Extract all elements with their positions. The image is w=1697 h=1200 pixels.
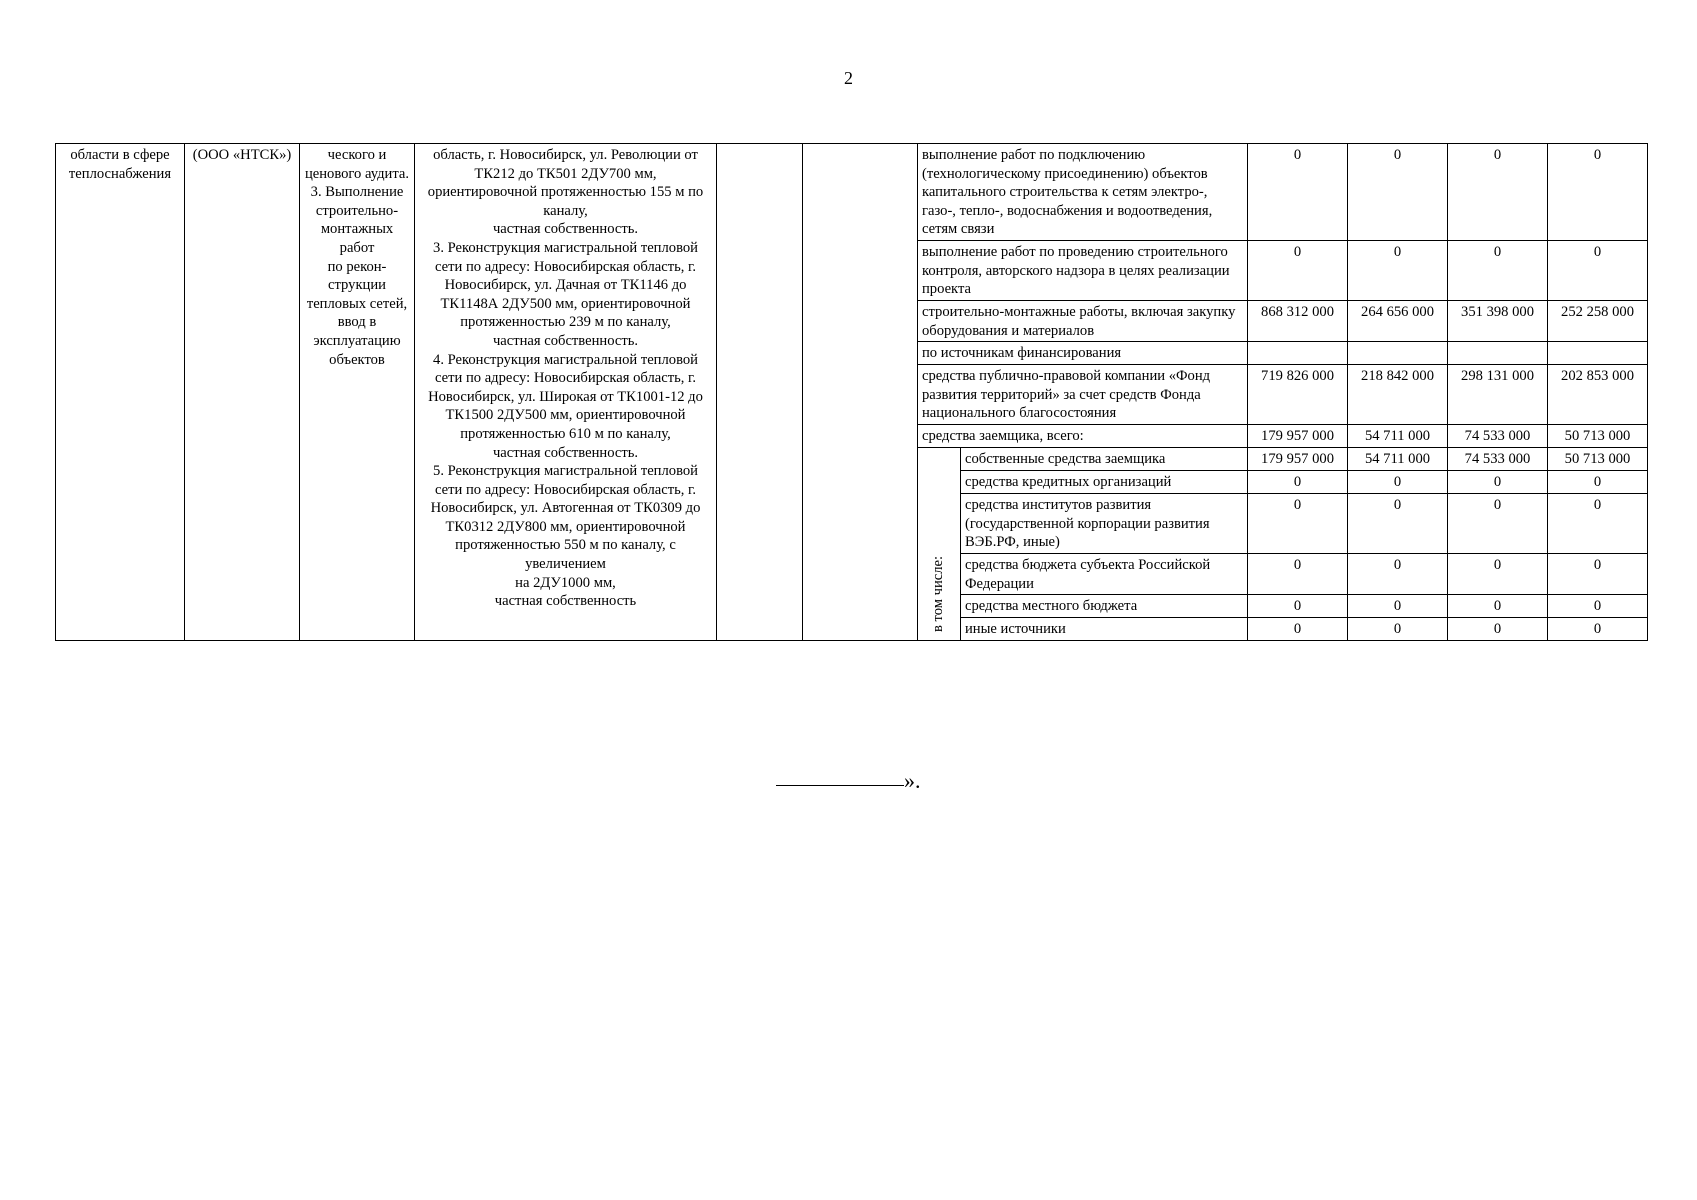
subgroup-label-cell <box>918 448 961 641</box>
value-cell <box>1548 342 1648 365</box>
value-cell: 252 258 000 <box>1548 300 1648 341</box>
value-cell: 0 <box>1448 618 1548 641</box>
value-cell: 0 <box>1248 554 1348 595</box>
cell-objects <box>415 144 717 641</box>
value-cell <box>1248 342 1348 365</box>
financing-table <box>55 143 1648 641</box>
value-cell: 202 853 000 <box>1548 365 1648 425</box>
row-label: средства публично-правовой компании «Фонд развития территорий» за счет средств Фонда национального благосостояния <box>918 365 1248 425</box>
value-cell: 0 <box>1248 494 1348 554</box>
value-cell: 0 <box>1548 618 1648 641</box>
value-cell: 0 <box>1448 554 1548 595</box>
value-cell: 264 656 000 <box>1348 300 1448 341</box>
row-label: выполнение работ по подключению (технологическому присоединению) объектов капитального строительства к сетям электро-, газо-, тепло-, водоснабжения и водоотведения, сетям связи <box>918 144 1248 241</box>
row-label: средства заемщика, всего: <box>918 425 1248 448</box>
value-cell: 218 842 000 <box>1348 365 1448 425</box>
value-cell: 0 <box>1248 595 1348 618</box>
value-cell: 0 <box>1348 240 1448 300</box>
value-cell: 719 826 000 <box>1248 365 1348 425</box>
value-cell: 0 <box>1348 554 1448 595</box>
value-cell: 0 <box>1448 471 1548 494</box>
value-cell: 0 <box>1348 494 1448 554</box>
row-label: выполнение работ по проведению строительного контроля, авторского надзора в целях реализации проекта <box>918 240 1248 300</box>
value-cell: 54 711 000 <box>1348 448 1448 471</box>
value-cell: 298 131 000 <box>1448 365 1548 425</box>
sub-row-label: средства институтов развития (государственной корпорации развития ВЭБ.РФ, иные) <box>961 494 1248 554</box>
value-cell: 0 <box>1448 595 1548 618</box>
cell-empty-2 <box>803 144 918 641</box>
value-cell: 0 <box>1348 471 1448 494</box>
value-cell: 50 713 000 <box>1548 425 1648 448</box>
objects-text: область, г. Новосибирск, ул. Революции от ТК212 до ТК501 2ДУ700 мм, ориентировочной протяженностью 155 м по каналу, частная собственность. 3. Реконструкция магистральной тепловой сети по адресу: Новосибирская область, г. Новосибирск, ул. Дачная от ТК1146 до ТК1148А 2ДУ500 мм, ориентировочной протяженностью 239 м по каналу, частная собственность. 4. Реконструкция магистральной тепловой сети по адресу: Новосибирская область, г. Новосибирск, ул. Широкая от ТК1001-12 до ТК1500 2ДУ500 мм, ориентировочной протяженностью 610 м по каналу, частная собственность. 5. Реконструкция магистральной тепловой сети по адресу: Новосибирская область, г. Новосибирск, ул. Автогенная от ТК0309 до ТК0312 2ДУ800 мм, ориентировочной протяженностью 550 м по каналу, с увеличением на 2ДУ1000 мм, частная собственность <box>427 147 704 610</box>
value-cell: 54 711 000 <box>1348 425 1448 448</box>
value-cell: 0 <box>1248 618 1348 641</box>
cell-organization: (ООО «НТСК») <box>185 144 300 641</box>
value-cell: 179 957 000 <box>1248 425 1348 448</box>
value-cell: 0 <box>1548 494 1648 554</box>
value-cell: 868 312 000 <box>1248 300 1348 341</box>
sub-row-label: средства местного бюджета <box>961 595 1248 618</box>
value-cell: 0 <box>1348 595 1448 618</box>
value-cell: 0 <box>1448 240 1548 300</box>
page-number: 2 <box>844 68 853 88</box>
value-cell: 0 <box>1548 554 1648 595</box>
sub-row-label: собственные средства заемщика <box>961 448 1248 471</box>
value-cell: 50 713 000 <box>1548 448 1648 471</box>
value-cell: 0 <box>1548 595 1648 618</box>
value-cell: 0 <box>1248 240 1348 300</box>
value-cell <box>1348 342 1448 365</box>
value-cell: 0 <box>1248 144 1348 241</box>
value-cell: 179 957 000 <box>1248 448 1348 471</box>
signature-line <box>776 785 904 786</box>
sub-row-label: средства бюджета субъекта Российской Федерации <box>961 554 1248 595</box>
closing-quote: ». <box>904 768 921 793</box>
value-cell: 351 398 000 <box>1448 300 1548 341</box>
value-cell: 0 <box>1548 240 1648 300</box>
row-label: по источникам финансирования <box>918 342 1248 365</box>
value-cell: 0 <box>1448 494 1548 554</box>
value-cell: 0 <box>1548 144 1648 241</box>
value-cell: 74 533 000 <box>1448 425 1548 448</box>
cell-activities <box>300 144 415 641</box>
closing-mark <box>776 768 921 794</box>
sub-row-label: иные источники <box>961 618 1248 641</box>
value-cell: 74 533 000 <box>1448 448 1548 471</box>
value-cell: 0 <box>1448 144 1548 241</box>
table-row <box>56 144 1648 241</box>
value-cell <box>1448 342 1548 365</box>
value-cell: 0 <box>1248 471 1348 494</box>
value-cell: 0 <box>1348 618 1448 641</box>
sub-row-label: средства кредитных организаций <box>961 471 1248 494</box>
value-cell: 0 <box>1348 144 1448 241</box>
subgroup-label: в том числе: <box>930 556 946 633</box>
cell-empty-1 <box>717 144 803 641</box>
activities-text: ческого и ценового аудита. 3. Выполнение строительно-монтажных работ по рекон-струкции тепловых сетей, ввод в эксплуатацию объектов <box>304 147 410 368</box>
cell-sphere: области в сфере теплоснабжения <box>56 144 185 641</box>
row-label: строительно-монтажные работы, включая закупку оборудования и материалов <box>918 300 1248 341</box>
value-cell: 0 <box>1548 471 1648 494</box>
